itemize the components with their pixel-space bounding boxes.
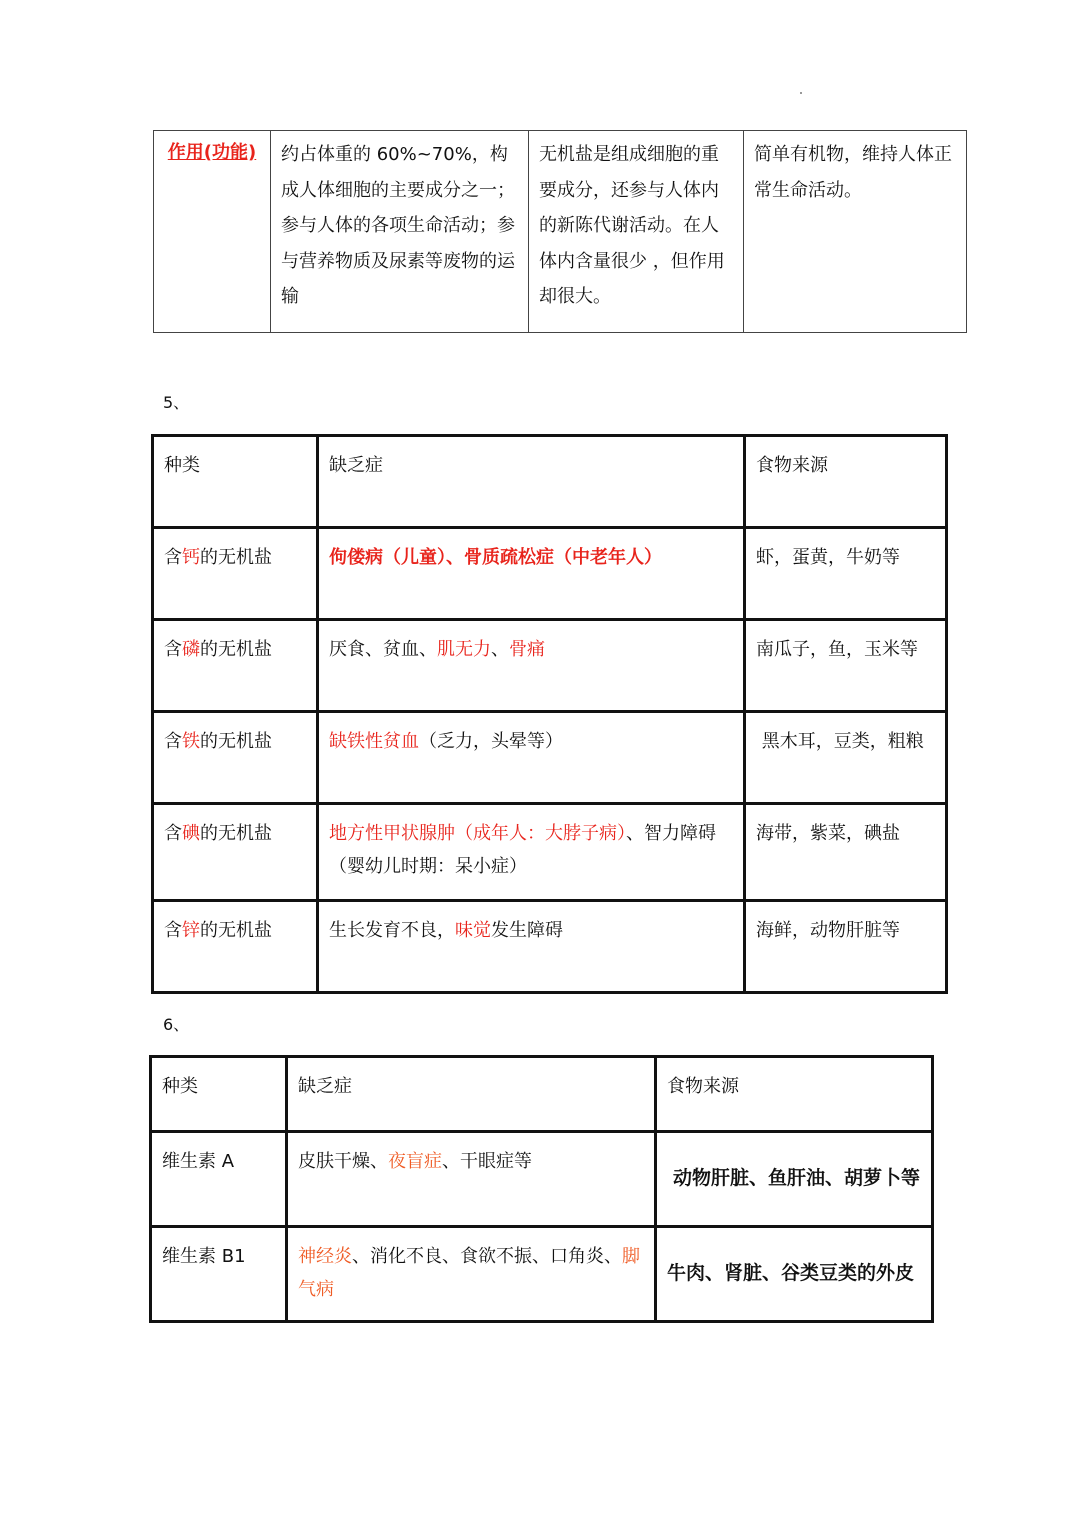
source-cell: 南瓜子，鱼，玉米等 [745, 620, 947, 712]
table-row [151, 1132, 933, 1227]
deficiency-cell: 厌食、贫血、肌无力、骨痛 [318, 620, 745, 712]
header-source: 食物来源 [745, 436, 947, 528]
table-row [154, 131, 967, 333]
table-row [153, 804, 947, 901]
deficiency-cell: 佝偻病（儿童）、骨质疏松症（中老年人） [318, 528, 745, 620]
header-deficiency: 缺乏症 [287, 1057, 656, 1132]
function-label: 作用(功能) [167, 142, 257, 163]
scan-dot [800, 92, 802, 94]
header-source: 食物来源 [656, 1057, 933, 1132]
table-row [153, 901, 947, 993]
header-type: 种类 [151, 1057, 287, 1132]
source-cell: 虾，蛋黄，牛奶等 [745, 528, 947, 620]
deficiency-cell: 地方性甲状腺肿（成年人：大脖子病）、智力障碍（婴幼儿时期：呆小症） [318, 804, 745, 901]
function-label-cell [154, 131, 271, 333]
organic-function-cell: 简单有机物，维持人体正常生命活动。 [744, 131, 967, 333]
type-cell: 含锌的无机盐 [153, 901, 318, 993]
minerals-table [151, 434, 948, 994]
table-row [153, 620, 947, 712]
header-type: 种类 [153, 436, 318, 528]
deficiency-cell: 神经炎、消化不良、食欲不振、口角炎、脚气病 [287, 1227, 656, 1322]
source-cell: 黑木耳，豆类，粗粮 [745, 712, 947, 804]
section-6-number: 6、 [163, 1015, 190, 1034]
deficiency-cell: 缺铁性贫血（乏力，头晕等） [318, 712, 745, 804]
table-header-row [151, 1057, 933, 1132]
type-cell: 含碘的无机盐 [153, 804, 318, 901]
source-cell: 动物肝脏、鱼肝油、胡萝卜等 [656, 1132, 933, 1227]
water-function-cell: 约占体重的 60%~70%，构成人体细胞的主要成分之一；参与人体的各项生命活动；参与营养物质及尿素等废物的运输 [271, 131, 529, 333]
source-cell: 海鲜，动物肝脏等 [745, 901, 947, 993]
deficiency-cell: 生长发育不良，味觉发生障碍 [318, 901, 745, 993]
function-table [153, 130, 967, 333]
type-cell: 含铁的无机盐 [153, 712, 318, 804]
deficiency-cell: 皮肤干燥、夜盲症、干眼症等 [287, 1132, 656, 1227]
vitamin-name-cell: 维生素 A [151, 1132, 287, 1227]
table-row [153, 712, 947, 804]
type-cell: 含磷的无机盐 [153, 620, 318, 712]
table-header-row [153, 436, 947, 528]
source-cell: 海带，紫菜，碘盐 [745, 804, 947, 901]
section-5-number: 5、 [163, 393, 190, 412]
mineral-function-cell: 无机盐是组成细胞的重要成分，还参与人体内的新陈代谢活动。在人体内含量很少 ，但作用却很大。 [529, 131, 744, 333]
vitamin-name-cell: 维生素 B1 [151, 1227, 287, 1322]
type-cell: 含钙的无机盐 [153, 528, 318, 620]
vitamins-table [149, 1055, 934, 1323]
header-deficiency: 缺乏症 [318, 436, 745, 528]
source-cell: 牛肉、肾脏、谷类豆类的外皮 [656, 1227, 933, 1322]
table-row [151, 1227, 933, 1322]
table-row [153, 528, 947, 620]
